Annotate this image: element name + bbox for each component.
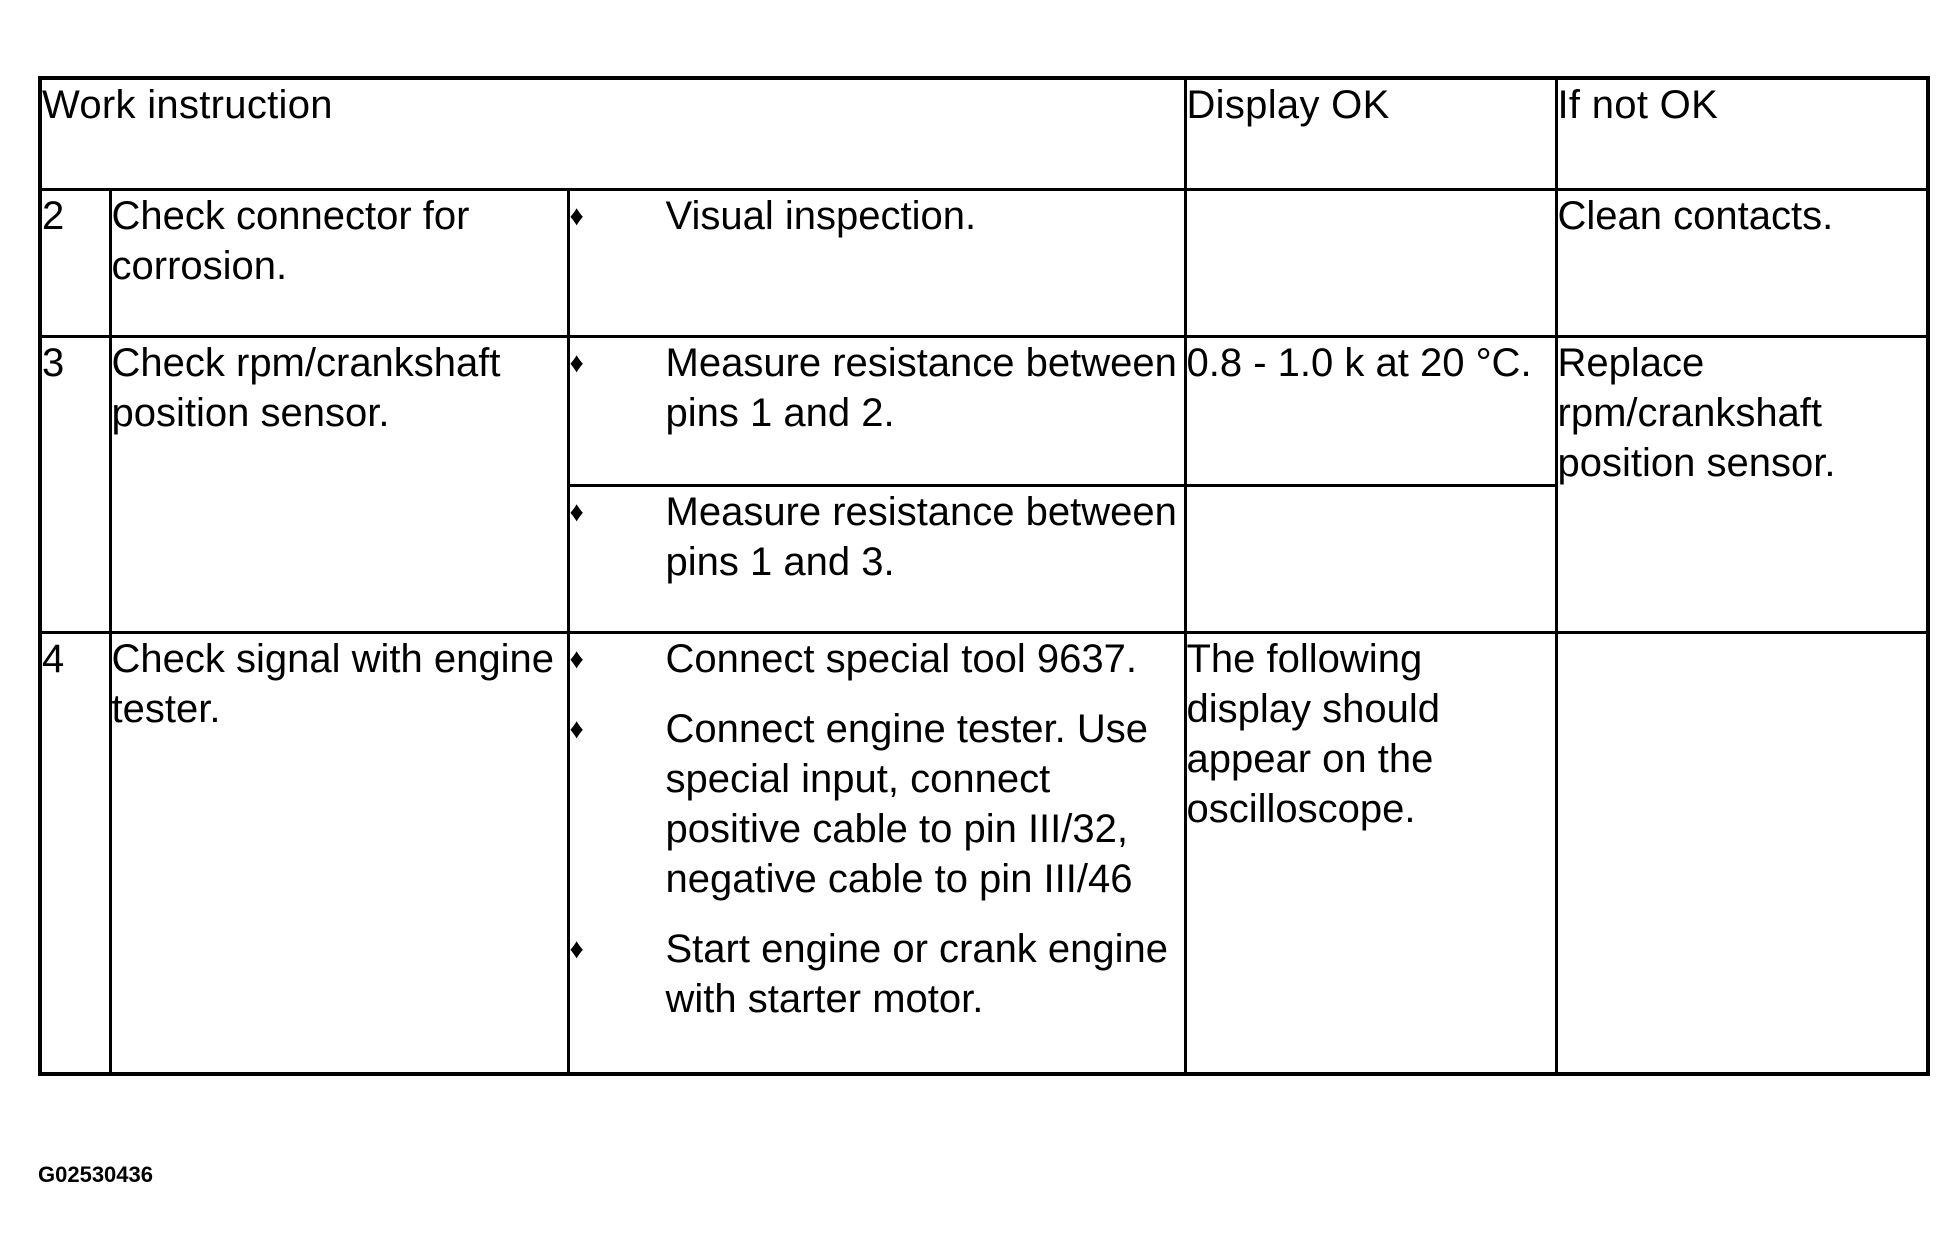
- figure-id: G02530436: [38, 1162, 153, 1187]
- instruction-item: [570, 634, 1184, 684]
- check-description: Check signal with engine tester.: [110, 633, 568, 1075]
- diamond-bullet-icon: ♦: [569, 933, 584, 964]
- instruction-text: Visual inspection.: [665, 194, 977, 238]
- instruction-item: [570, 191, 1184, 241]
- instruction-text: Connect engine tester. Use special input, connect positive cable to pin III/32, negative cable to pin III/46: [665, 707, 1149, 901]
- if-not-ok-cell: Replace rpm/crankshaft position sensor.: [1556, 337, 1928, 633]
- diamond-bullet-icon: ♦: [569, 643, 584, 674]
- display-ok-cell: [1185, 190, 1556, 337]
- instruction-text: Measure resistance between pins 1 and 3.: [665, 490, 1177, 584]
- diamond-bullet-icon: ♦: [569, 496, 584, 527]
- diamond-bullet-icon: ♦: [569, 713, 584, 744]
- check-description: Check connector for corrosion.: [110, 190, 568, 337]
- header-work-instruction: Work instruction: [40, 78, 1185, 190]
- instruction-text: Connect special tool 9637.: [665, 637, 1137, 681]
- instruction-cell: [568, 190, 1185, 337]
- instruction-cell: [568, 633, 1185, 1075]
- diamond-bullet-icon: ♦: [569, 200, 584, 231]
- display-ok-cell: 0.8 - 1.0 k at 20 °C.: [1185, 337, 1556, 486]
- step-number: 4: [40, 633, 110, 1075]
- display-ok-cell: The following display should appear on the oscilloscope.: [1185, 633, 1556, 1075]
- check-description: Check rpm/crankshaft position sensor.: [110, 337, 568, 633]
- if-not-ok-cell: Clean contacts.: [1556, 190, 1928, 337]
- instruction-cell: [568, 486, 1185, 633]
- table-row: [40, 337, 1928, 486]
- step-number: 2: [40, 190, 110, 337]
- instruction-item: [570, 704, 1184, 904]
- if-not-ok-cell: [1556, 633, 1928, 1075]
- table-row: [40, 633, 1928, 1075]
- instruction-text: Start engine or crank engine with starter motor.: [665, 927, 1169, 1021]
- instruction-item: [570, 338, 1184, 438]
- header-if-not-ok: If not OK: [1556, 78, 1928, 190]
- instruction-item: [570, 924, 1184, 1024]
- header-row: [40, 78, 1928, 190]
- diamond-bullet-icon: ♦: [569, 347, 584, 378]
- header-display-ok: Display OK: [1185, 78, 1556, 190]
- instruction-item: [570, 487, 1184, 587]
- step-number: 3: [40, 337, 110, 633]
- work-instruction-table: [38, 76, 1930, 1076]
- instruction-cell: [568, 337, 1185, 486]
- instruction-text: Measure resistance between pins 1 and 2.: [665, 341, 1177, 435]
- display-ok-cell: [1185, 486, 1556, 633]
- table-row: [40, 190, 1928, 337]
